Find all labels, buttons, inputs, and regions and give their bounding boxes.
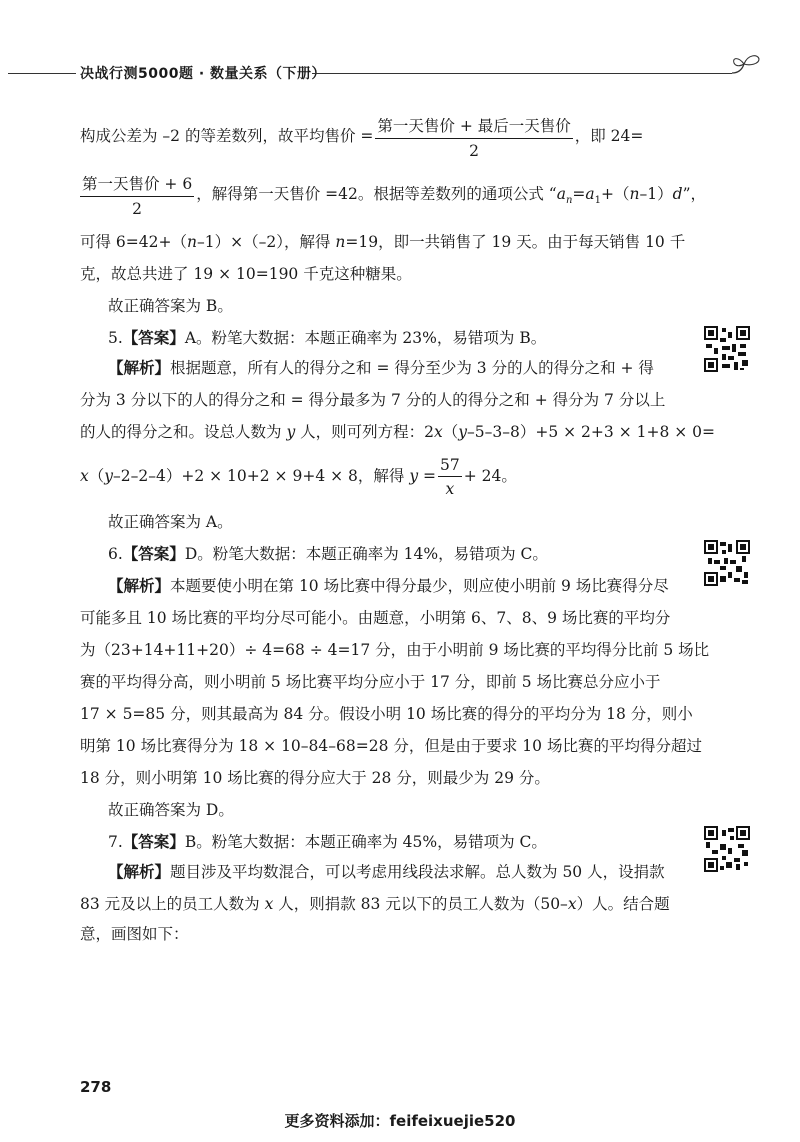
answer-tag: 【答案】	[122, 328, 185, 347]
question-number: 6.	[108, 545, 123, 563]
footer-note: 更多资料添加：feifeixuejie520	[284, 1112, 516, 1130]
math-var: n	[629, 185, 640, 203]
text-segment: 构成公差为 –2 的等差数列，故平均售价 =	[80, 127, 374, 145]
question-number: 7.	[108, 833, 123, 851]
text-segment: 人，则可列方程：2	[295, 423, 434, 441]
q6-analysis-line-6: 明第 10 场比赛得分为 18 × 10–84–68=28 分，但是由于要求 10 场比赛的平均得分超过	[80, 737, 702, 755]
text-segment: ，解得第一天售价 =42。根据等差数列的通项公式 “	[196, 185, 557, 203]
text-segment: ”，	[682, 185, 707, 203]
math-var: x	[434, 423, 443, 441]
q6-analysis-line-3: 为（23+14+11+20）÷ 4=68 ÷ 4=17 分，由于小明前 9 场比赛的平均得分比前 5 场比	[80, 641, 710, 659]
q7-analysis-line-1	[108, 860, 718, 882]
math-var: d	[672, 185, 683, 203]
text-segment: +（	[601, 185, 630, 203]
analysis-tag: 【解析】	[108, 576, 171, 595]
sprout-icon	[728, 48, 764, 80]
text-segment: （	[442, 423, 459, 441]
fraction-average-price	[375, 114, 572, 160]
text-line-4: 克，故总共进了 19 × 10=190 千克这种糖果。	[80, 265, 412, 283]
fraction-denominator: 2	[132, 200, 143, 218]
q6-answer-line	[108, 542, 718, 564]
text-segment: =	[572, 185, 586, 203]
fraction-numerator: 第一天售价 + 6	[80, 172, 194, 197]
q5-analysis-line-1	[108, 356, 718, 378]
text-line-3	[80, 230, 690, 252]
math-var: x	[80, 467, 89, 485]
fraction-denominator: x	[445, 480, 455, 498]
text-segment: –1）×（–2），解得	[196, 233, 336, 251]
text-segment: + 24。	[463, 467, 517, 485]
q5-analysis-line-3	[80, 420, 716, 442]
running-header	[0, 62, 800, 86]
question-number: 5.	[108, 329, 123, 347]
math-var: x	[264, 895, 274, 913]
math-var: y	[104, 467, 114, 485]
header-title: 决战行测5000题 · 数量关系（下册）	[80, 66, 327, 82]
q6-analysis-line-7: 18 分，则小明第 10 场比赛的得分应大于 28 分，则最少为 29 分。	[80, 769, 550, 787]
math-var: x	[567, 895, 577, 913]
math-var: y	[409, 467, 419, 485]
qr-code-icon[interactable]	[704, 540, 750, 586]
answer-text: D。粉笔大数据：本题正确率为 14%，易错项为 C。	[184, 545, 548, 563]
text-segment: 本题要使小明在第 10 场比赛中得分最少，则应使小明前 9 场比赛得分尽	[170, 577, 669, 595]
text-segment: =19，即一共销售了 19 天。由于每天销售 10 千	[345, 233, 686, 251]
math-var: n	[335, 233, 346, 251]
answer-conclusion-6: 故正确答案为 D。	[108, 801, 234, 819]
text-segment: ，即 24=	[574, 127, 644, 145]
q5-answer-line	[108, 326, 718, 348]
q6-analysis-line-5: 17 × 5=85 分，则其最高为 84 分。假设小明 10 场比赛的得分的平均分为 18 分，则小	[80, 705, 693, 723]
math-var: a	[585, 185, 595, 203]
text-segment: –2–2–4）+2 × 10+2 × 9+4 × 8，解得	[113, 467, 410, 485]
text-segment: –5–3–8）+5 × 2+3 × 1+8 × 0=	[467, 423, 716, 441]
page-number: 278	[80, 1078, 112, 1096]
text-segment: ）人。结合题	[576, 895, 670, 913]
q7-analysis-line-2	[80, 892, 690, 914]
q5-analysis-line-4	[80, 456, 690, 498]
fraction-denominator: 2	[469, 142, 479, 160]
text-segment: 题目涉及平均数混合，可以考虑用线段法求解。总人数为 50 人，设捐款	[170, 863, 665, 881]
header-rule-right	[312, 73, 732, 74]
answer-text: A。粉笔大数据：本题正确率为 23%，易错项为 B。	[184, 329, 547, 347]
text-segment: 83 元及以上的员工人数为	[80, 895, 265, 913]
text-segment: 人，则捐款 83 元以下的员工人数为（50–	[273, 895, 568, 913]
answer-conclusion-4: 故正确答案为 B。	[108, 297, 233, 315]
text-segment: –1）	[639, 185, 673, 203]
qr-code-icon[interactable]	[704, 826, 750, 872]
header-rule-left	[8, 73, 76, 74]
math-subscript: 1	[594, 195, 602, 207]
q6-analysis-line-1	[108, 574, 718, 596]
math-var: n	[187, 233, 197, 251]
text-segment: （	[88, 467, 105, 485]
text-segment: =	[418, 467, 436, 485]
fraction-numerator: 第一天售价 + 最后一天售价	[375, 114, 572, 139]
answer-tag: 【答案】	[122, 832, 185, 851]
text-segment: 的人的得分之和。设总人数为	[80, 423, 287, 441]
fraction-first-day	[80, 172, 194, 218]
text-line-1	[80, 114, 690, 160]
qr-code-icon[interactable]	[704, 326, 750, 372]
text-line-2	[80, 172, 707, 218]
q7-analysis-line-3: 意，画图如下：	[80, 925, 189, 943]
analysis-tag: 【解析】	[108, 862, 171, 881]
math-subscript: n	[565, 195, 573, 207]
answer-tag: 【答案】	[122, 544, 185, 563]
text-segment: 可得 6=42+（	[80, 233, 187, 251]
q5-analysis-line-2: 分为 3 分以下的人的得分之和 = 得分最多为 7 分的人的得分之和 + 得分为 7 分以上	[80, 391, 666, 409]
answer-text: B。粉笔大数据：本题正确率为 45%，易错项为 C。	[184, 833, 547, 851]
math-var: a	[556, 185, 566, 203]
q7-answer-line	[108, 830, 718, 852]
math-var: y	[286, 423, 296, 441]
q6-analysis-line-4: 赛的平均得分高，则小明前 5 场比赛平均分应小于 17 分，即前 5 场比赛总分应小于	[80, 673, 661, 691]
answer-conclusion-5: 故正确答案为 A。	[108, 513, 233, 531]
analysis-tag: 【解析】	[108, 358, 171, 377]
q6-analysis-line-2: 可能多且 10 场比赛的平均分尽可能小。由题意，小明第 6、7、8、9 场比赛的平均分	[80, 609, 671, 627]
text-segment: 根据题意，所有人的得分之和 = 得分至少为 3 分的人的得分之和 + 得	[170, 359, 654, 377]
fraction-57-over-x	[438, 456, 462, 498]
math-var: y	[458, 423, 468, 441]
fraction-numerator: 57	[438, 456, 462, 477]
